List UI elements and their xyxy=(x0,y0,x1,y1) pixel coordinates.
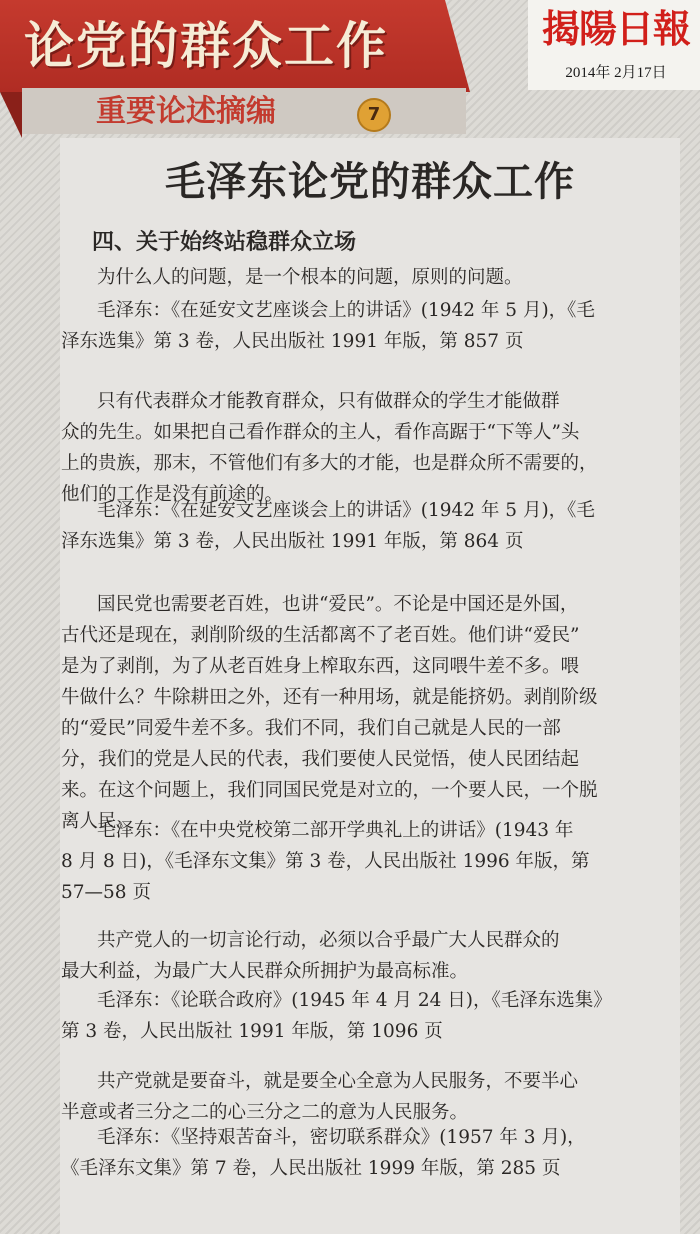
quote-line: 共产党就是要奋斗，就是要全心全意为人民服务，不要半心 xyxy=(97,1071,579,1092)
issue-number-badge: 7 xyxy=(357,98,391,132)
quote-line: 为什么人的问题，是一个根本的问题，原则的问题。 xyxy=(97,267,523,288)
quote-line: 上的贵族，那末，不管他们有多大的才能，也是群众所不需要的， xyxy=(61,453,598,474)
citation-line: 毛泽东：《坚持艰苦奋斗，密切联系群众》(1957 年 3 月)， xyxy=(97,1127,586,1148)
quote-line: 离人民。 xyxy=(61,811,136,832)
quote-line: 牛做什么？牛除耕田之外，还有一种用场，就是能挤奶。剥削阶级 xyxy=(61,687,598,708)
citation-5 xyxy=(60,1122,680,1184)
citation-line: 毛泽东：《在延安文艺座谈会上的讲话》(1942 年 5 月)，《毛 xyxy=(97,300,595,321)
citation-line: 57—58 页 xyxy=(61,882,151,903)
citation-line: 泽东选集》第 3 卷，人民出版社 1991 年版，第 864 页 xyxy=(61,531,524,552)
quote-line: 的“爱民”同爱牛差不多。我们不同，我们自己就是人民的一部 xyxy=(61,718,561,739)
column-title: 论党的群众工作 xyxy=(24,17,388,75)
section-heading: 四、关于始终站稳群众立场 xyxy=(92,230,357,255)
citation-line: 毛泽东：《在中央党校第二部开学典礼上的讲话》(1943 年 xyxy=(97,820,574,841)
quote-line: 只有代表群众才能教育群众，只有做群众的学生才能做群 xyxy=(97,391,560,412)
quote-line: 众的先生。如果把自己看作群众的主人，看作高踞于“下等人”头 xyxy=(61,422,580,443)
quote-line: 共产党人的一切言论行动，必须以合乎最广大人民群众的 xyxy=(97,930,560,951)
citation-line: 《毛泽东文集》第 7 卷，人民出版社 1999 年版，第 285 页 xyxy=(61,1158,561,1179)
publication-date: 2014年 2月17日 xyxy=(565,65,667,81)
quote-line: 最大利益，为最广大人民群众所拥护为最高标准。 xyxy=(61,961,469,982)
quote-line: 是为了剥削，为了从老百姓身上榨取东西，这同喂牛差不多。喂 xyxy=(61,656,580,677)
quote-line: 来。在这个问题上，我们同国民党是对立的，一个要人民，一个脱 xyxy=(61,780,598,801)
article-title: 毛泽东论党的群众工作 xyxy=(165,159,575,205)
quote-line: 古代还是现在，剥削阶级的生活都离不了老百姓。他们讲“爱民” xyxy=(61,625,580,646)
quote-line: 国民党也需要老百姓，也讲“爱民”。不论是中国还是外国， xyxy=(97,594,579,615)
quote-5 xyxy=(60,1066,680,1128)
quote-2 xyxy=(60,386,680,510)
quote-line: 他们的工作是没有前途的。 xyxy=(61,484,284,505)
citation-line: 8 月 8 日)，《毛泽东文集》第 3 卷，人民出版社 1996 年版，第 xyxy=(61,851,590,872)
citation-2 xyxy=(60,495,680,557)
series-title: 重要论述摘编 xyxy=(96,94,276,129)
quote-line: 半意或者三分之二的心三分之二的意为人民服务。 xyxy=(61,1102,469,1123)
citation-line: 毛泽东：《在延安文艺座谈会上的讲话》(1942 年 5 月)，《毛 xyxy=(97,500,595,521)
newspaper-name: 揭陽日報 xyxy=(541,6,690,51)
quote-3 xyxy=(60,589,680,837)
citation-line: 泽东选集》第 3 卷，人民出版社 1991 年版，第 857 页 xyxy=(61,331,524,352)
citation-1 xyxy=(60,295,680,357)
quote-line: 分，我们的党是人民的代表，我们要使人民觉悟，使人民团结起 xyxy=(61,749,580,770)
citation-3 xyxy=(60,815,680,908)
citation-line: 第 3 卷，人民出版社 1991 年版，第 1096 页 xyxy=(61,1021,443,1042)
quote-1 xyxy=(60,262,680,293)
citation-line: 毛泽东：《论联合政府》(1945 年 4 月 24 日)，《毛泽东选集》 xyxy=(97,990,612,1011)
quote-4 xyxy=(60,925,680,987)
citation-4 xyxy=(60,985,680,1047)
